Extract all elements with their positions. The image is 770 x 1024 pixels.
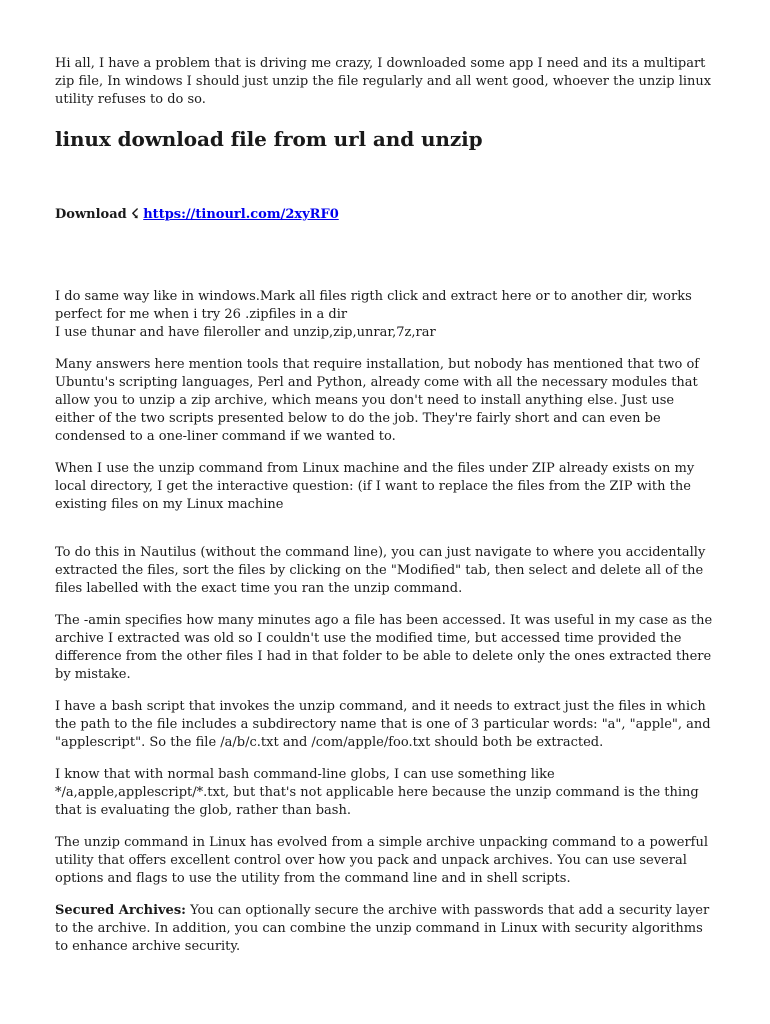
paragraph-9-lead: Secured Archives: bbox=[55, 903, 186, 918]
paragraph-1-line-1: I do same way like in windows.Mark all files rigth click and extract here or to another dir, works perfect for me when i try 26 .zipfiles in a dir bbox=[55, 289, 692, 322]
paragraph-6: I have a bash script that invokes the unzip command, and it needs to extract just the files in which the path to the file includes a subdirectory name that is one of 3 particular words: "a", "apple", and "applescript". So the file /a/b/c.txt and /com/apple/foo.txt should both be extracted. bbox=[55, 699, 711, 750]
download-link[interactable]: https://tinourl.com/2xyRF0 bbox=[143, 207, 339, 222]
paragraph-1 bbox=[55, 288, 715, 342]
document-page bbox=[55, 55, 715, 956]
paragraph-2: Many answers here mention tools that require installation, but nobody has mentioned that two of Ubuntu's scripting languages, Perl and Python, already come with all the necessary modules that allow you to unzip a zip archive, which means you don't need to install anything else. Just use either of the two scripts presented below to do the job. They're fairly short and can even be condensed to a one-liner command if we wanted to. bbox=[55, 357, 700, 444]
paragraph-5: The -amin specifies how many minutes ago a file has been accessed. It was useful in my case as the archive I extracted was old so I couldn't use the modified time, but accessed time provided the difference from the other files I had in that folder to be able to delete only the ones extracted there by mistake. bbox=[55, 613, 713, 682]
paragraph-3: When I use the unzip command from Linux machine and the files under ZIP already exists on my local directory, I get the interactive question: (if I want to replace the files from the ZIP with the existing files on my Linux machine bbox=[55, 461, 695, 512]
paragraph-9-body: You can optionally secure the archive with passwords that add a security layer to the archive. In addition, you can combine the unzip command in Linux with security algorithms to enhance archive security. bbox=[55, 903, 710, 954]
paragraph-8: The unzip command in Linux has evolved from a simple archive unpacking command to a powerful utility that offers excellent control over how you pack and unpack archives. You can use several options and flags to use the utility from the command line and in shell scripts. bbox=[55, 835, 709, 886]
intro-paragraph: Hi all, I have a problem that is driving me crazy, I downloaded some app I need and its a multipart zip file, In windows I should just unzip the file regularly and all went good, whoever the unzip linux utility refuses to do so. bbox=[55, 56, 712, 107]
paragraph-9 bbox=[55, 902, 715, 956]
paragraph-1-line-2: I use thunar and have fileroller and unzip,zip,unrar,7z,rar bbox=[55, 325, 436, 340]
paragraph-4: To do this in Nautilus (without the command line), you can just navigate to where you accidentally extracted the files, sort the files by clicking on the "Modified" tab, then select and delete all of the files labelled with the exact time you ran the unzip command. bbox=[55, 545, 706, 596]
download-label: Download bbox=[55, 207, 127, 222]
download-glyph-icon: ☇ bbox=[131, 207, 139, 222]
download-line bbox=[55, 206, 715, 224]
page-title: linux download file from url and unzip bbox=[55, 127, 483, 151]
paragraph-7: I know that with normal bash command-line globs, I can use something like */a,apple,applescript/*.txt, but that's not applicable here because the unzip command is the thing that is evaluating the glob, rather than bash. bbox=[55, 767, 699, 818]
